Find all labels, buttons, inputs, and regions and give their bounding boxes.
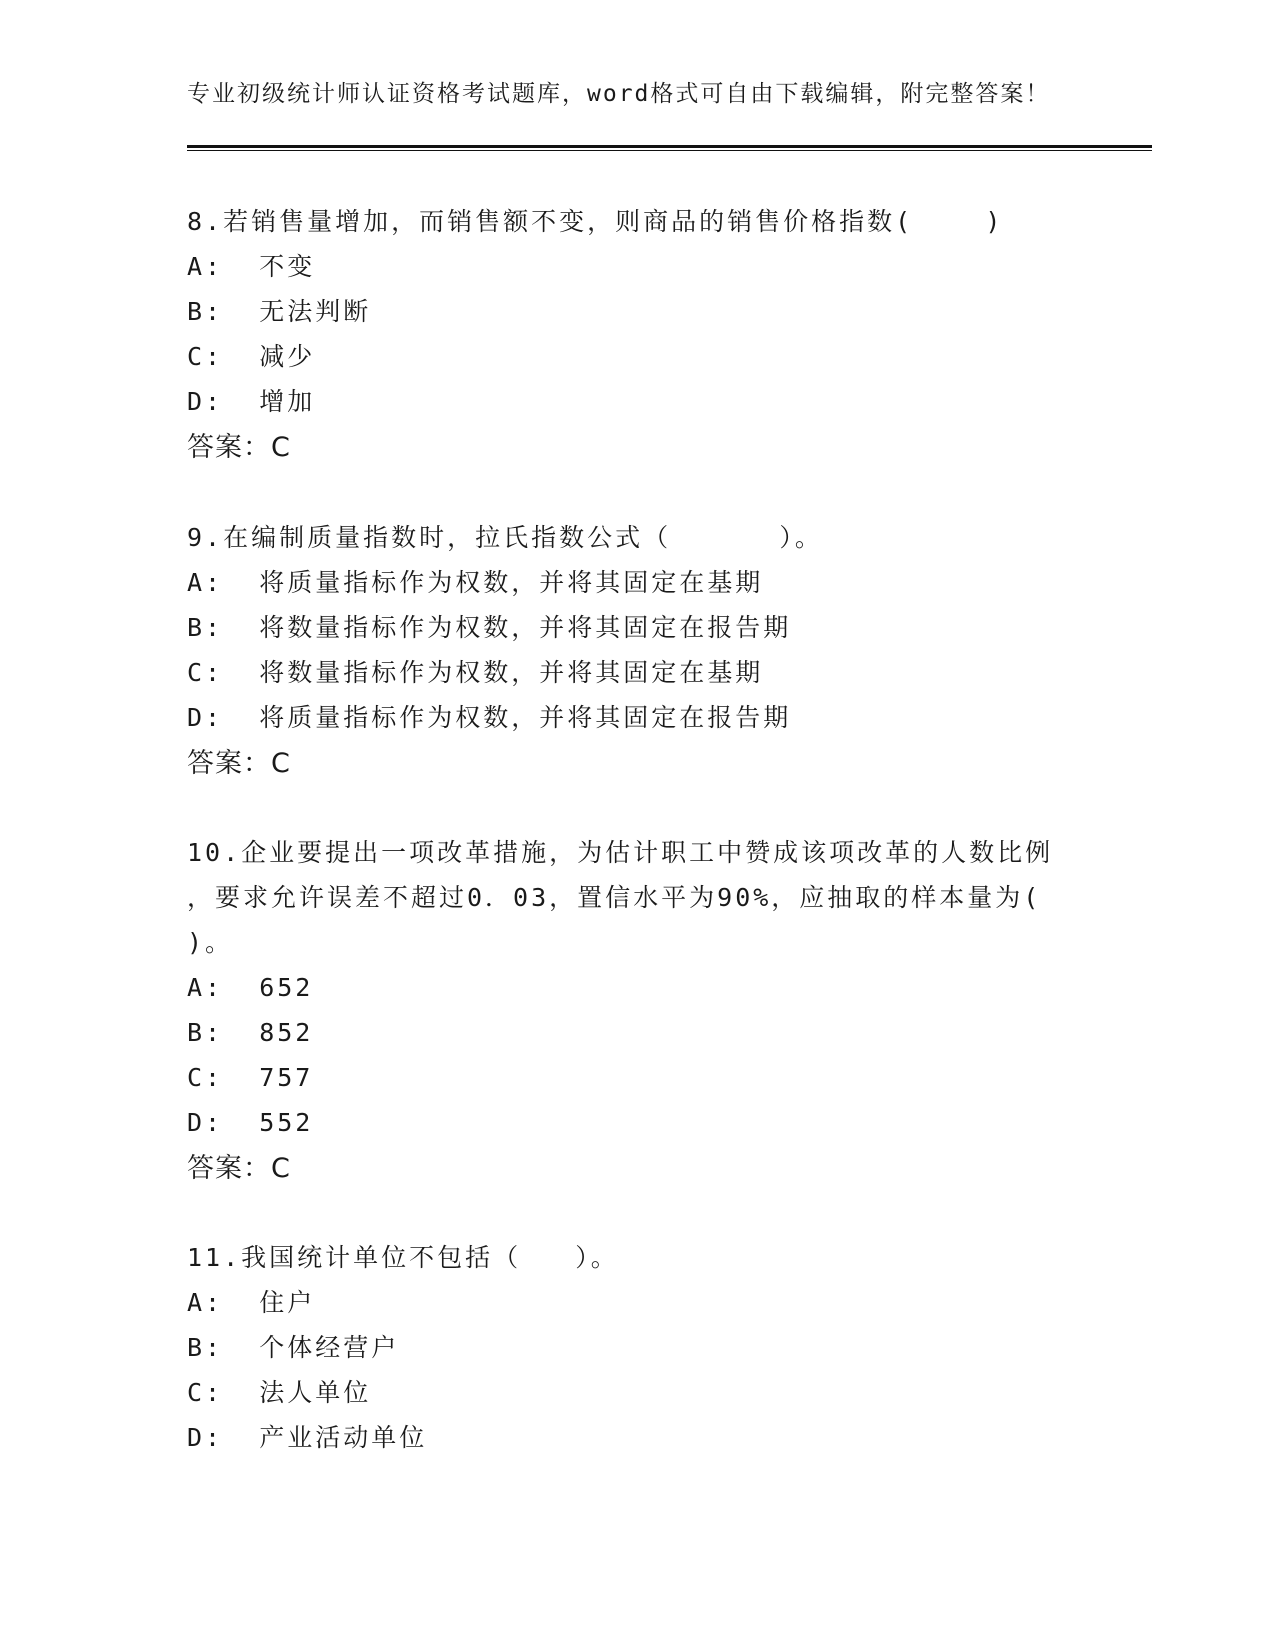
page-header: 专业初级统计师认证资格考试题库，word格式可自由下载编辑，附完整答案！ [187,81,1051,107]
question-10-stem-line-2: ，要求允许误差不超过0．03，置信水平为90%，应抽取的样本量为( [187,883,1042,912]
question-8-option-a: A: 不变 [187,252,316,281]
question-10-stem-line-3: )。 [187,928,234,957]
question-9-option-d: D: 将质量指标作为权数，并将其固定在报告期 [187,703,792,732]
question-11-option-c: C: 法人单位 [187,1378,372,1407]
question-10-option-d: D: 552 [187,1108,314,1137]
question-8-option-d: D: 增加 [187,387,316,416]
question-8-answer: 答案：C [187,432,291,463]
question-9-answer: 答案：C [187,748,291,779]
question-9-option-b: B: 将数量指标作为权数，并将其固定在报告期 [187,613,792,642]
header-rule-thick [187,145,1152,148]
question-10-option-b: B: 852 [187,1018,314,1047]
question-10-option-a: A: 652 [187,973,314,1002]
question-10-stem-line-1: 10.企业要提出一项改革措施，为估计职工中赞成该项改革的人数比例 [187,838,1054,867]
question-11-option-a: A: 住户 [187,1288,316,1317]
question-10-option-c: C: 757 [187,1063,314,1092]
question-8-option-c: C: 减少 [187,342,316,371]
question-9-stem: 9.在编制质量指数时，拉氏指数公式（ ）。 [187,523,823,552]
question-10-answer: 答案：C [187,1153,291,1184]
question-11-option-b: B: 个体经营户 [187,1333,400,1362]
question-9-option-c: C: 将数量指标作为权数，并将其固定在基期 [187,658,764,687]
question-8-option-b: B: 无法判断 [187,297,372,326]
question-11-stem: 11.我国统计单位不包括（ ）。 [187,1243,619,1272]
question-11-option-d: D: 产业活动单位 [187,1423,428,1452]
header-rule-thin [187,150,1152,151]
question-8-stem: 8.若销售量增加，而销售额不变，则商品的销售价格指数( ) [187,207,1004,236]
question-9-option-a: A: 将质量指标作为权数，并将其固定在基期 [187,568,764,597]
